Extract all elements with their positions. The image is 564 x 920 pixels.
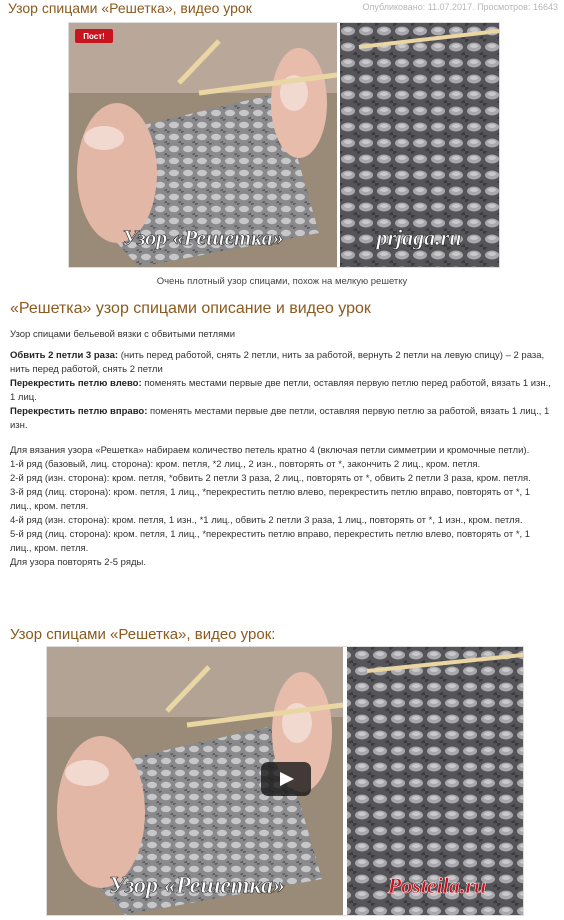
play-button[interactable]	[261, 762, 311, 796]
definition-item	[10, 377, 554, 405]
pattern-subtitle: Узор спицами бельевой вязки с обвитыми петлями	[10, 329, 236, 340]
publish-meta: Опубликовано: 11.07.2017. Просмотров: 16643	[362, 2, 558, 12]
article-title[interactable]: Узор спицами «Решетка», видео урок	[8, 0, 252, 16]
hero-watermark: prjaga.ru	[376, 225, 462, 250]
definition-item	[10, 349, 554, 377]
instructions-intro: Для вязания узора «Решетка» набираем количество петель кратно 4 (включая петли симметрии и кромочные петли).	[10, 445, 530, 456]
hero-image	[68, 22, 500, 268]
video-watermark: Posteila.ru	[387, 873, 487, 898]
definition-text: поменять местами первые две петли, оставляя первую петлю перед работой, вязать 1 изн., 1 лиц.	[10, 378, 551, 403]
definition-term: Обвить 2 петли 3 раза:	[10, 350, 119, 361]
image-caption: Очень плотный узор спицами, похож на мелкую решетку	[156, 276, 408, 287]
row-instruction: 5-й ряд (лиц. сторона): кром. петля, 1 лиц., *перекрестить петлю вправо, перекрестить петлю влево, повторять от *, 1 лиц., кром. петля.	[10, 529, 531, 554]
row-instruction: 3-й ряд (лиц. сторона): кром. петля, 1 лиц., *перекрестить петлю влево, перекрестить петлю вправо, повторять от *, 1 лиц., кром. петля.	[10, 487, 531, 512]
definition-item	[10, 405, 554, 433]
row-instruction: 4-й ряд (изн. сторона): кром. петля, 1 изн., *1 лиц., обвить 2 петли 3 раза, 1 лиц., повторять от *, 1 изн., кром. петля.	[10, 515, 523, 526]
definition-text: поменять местами первые две петли, оставляя первую петлю за работой, вязать 1 лиц., 1 изн.	[10, 406, 550, 431]
video-heading: Узор спицами «Решетка», видео урок:	[10, 626, 276, 643]
play-icon	[280, 772, 294, 786]
repeat-note: Для узора повторять 2-5 ряды.	[10, 557, 147, 568]
instructions	[10, 444, 554, 570]
section-heading: «Решетка» узор спицами описание и видео урок	[10, 300, 371, 317]
hero-overlay-text: Узор «Решетка»	[122, 225, 284, 250]
row-instruction: 1-й ряд (базовый, лиц. сторона): кром. петля, *2 лиц., 2 изн., повторять от *, закончить 2 лиц., кром. петля.	[10, 459, 481, 470]
definition-text: (нить перед работой, снять 2 петли, нить за работой, вернуть 2 петли на левую спицу) – 2 раза, нить перед работой, снять 2 петли	[10, 350, 545, 375]
definition-term: Перекрестить петлю вправо:	[10, 406, 148, 417]
post-badge: Пост!	[83, 32, 105, 41]
definitions	[10, 349, 554, 433]
row-instruction: 2-й ряд (изн. сторона): кром. петля, *обвить 2 петли 3 раза, 2 лиц., повторять от *, обвить 2 петли 3 раза, кром. петля.	[10, 473, 531, 484]
article-header	[8, 0, 558, 18]
video-overlay-text: Узор «Решетка»	[108, 873, 286, 899]
definition-term: Перекрестить петлю влево:	[10, 378, 142, 389]
